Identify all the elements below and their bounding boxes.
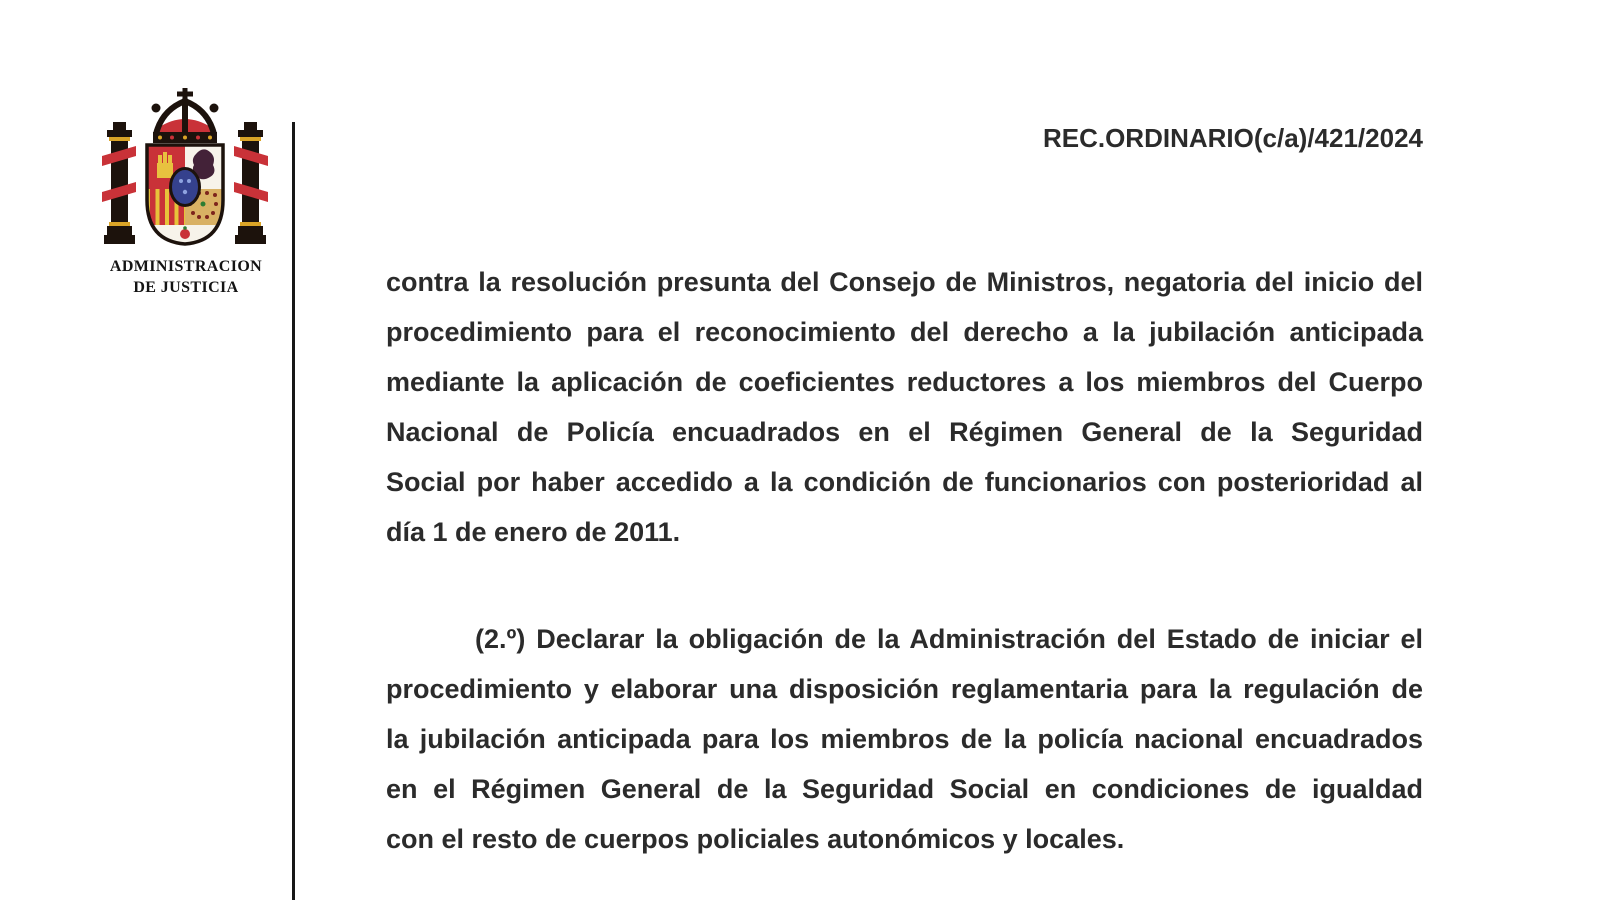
text-line: Nacional de Policía encuadrados en el Régimen General de la Seguridad	[386, 417, 1423, 447]
text-line: Social por haber accedido a la condición de funcionarios con posterioridad al	[386, 467, 1423, 497]
spain-coat-of-arms-emblem	[102, 88, 268, 256]
emblem-caption	[88, 256, 284, 298]
text-line: día 1 de enero de 2011.	[386, 517, 681, 547]
text-line: la jubilación anticipada para los miembros de la policía nacional encuadrados	[386, 724, 1423, 754]
text-line: con el resto de cuerpos policiales autonómicos y locales.	[386, 824, 1125, 854]
right-pillar	[234, 122, 268, 244]
text-line: procedimiento y elaborar una disposición reglamentaria para la regulación de	[386, 674, 1423, 704]
text-line: en el Régimen General de la Seguridad Social en condiciones de igualdad	[386, 774, 1423, 804]
text-line: mediante la aplicación de coeficientes reductores a los miembros del Cuerpo	[386, 367, 1423, 397]
paragraph-1	[386, 257, 1423, 557]
emblem-caption-line-2: DE JUSTICIA	[133, 279, 239, 296]
text-line: procedimiento para el reconocimiento del derecho a la jubilación anticipada	[386, 317, 1423, 347]
margin-vertical-rule	[292, 122, 295, 900]
case-reference: REC.ORDINARIO(c/a)/421/2024	[1042, 123, 1423, 153]
document-body	[386, 257, 1423, 864]
emblem-caption-line-1: ADMINISTRACION	[109, 258, 263, 275]
text-line: (2.º) Declarar la obligación de la Administración del Estado de iniciar el	[475, 624, 1423, 654]
paragraph-2	[386, 614, 1423, 864]
text-line: contra la resolución presunta del Consejo de Ministros, negatoria del inicio del	[386, 267, 1423, 297]
left-pillar	[102, 122, 136, 244]
